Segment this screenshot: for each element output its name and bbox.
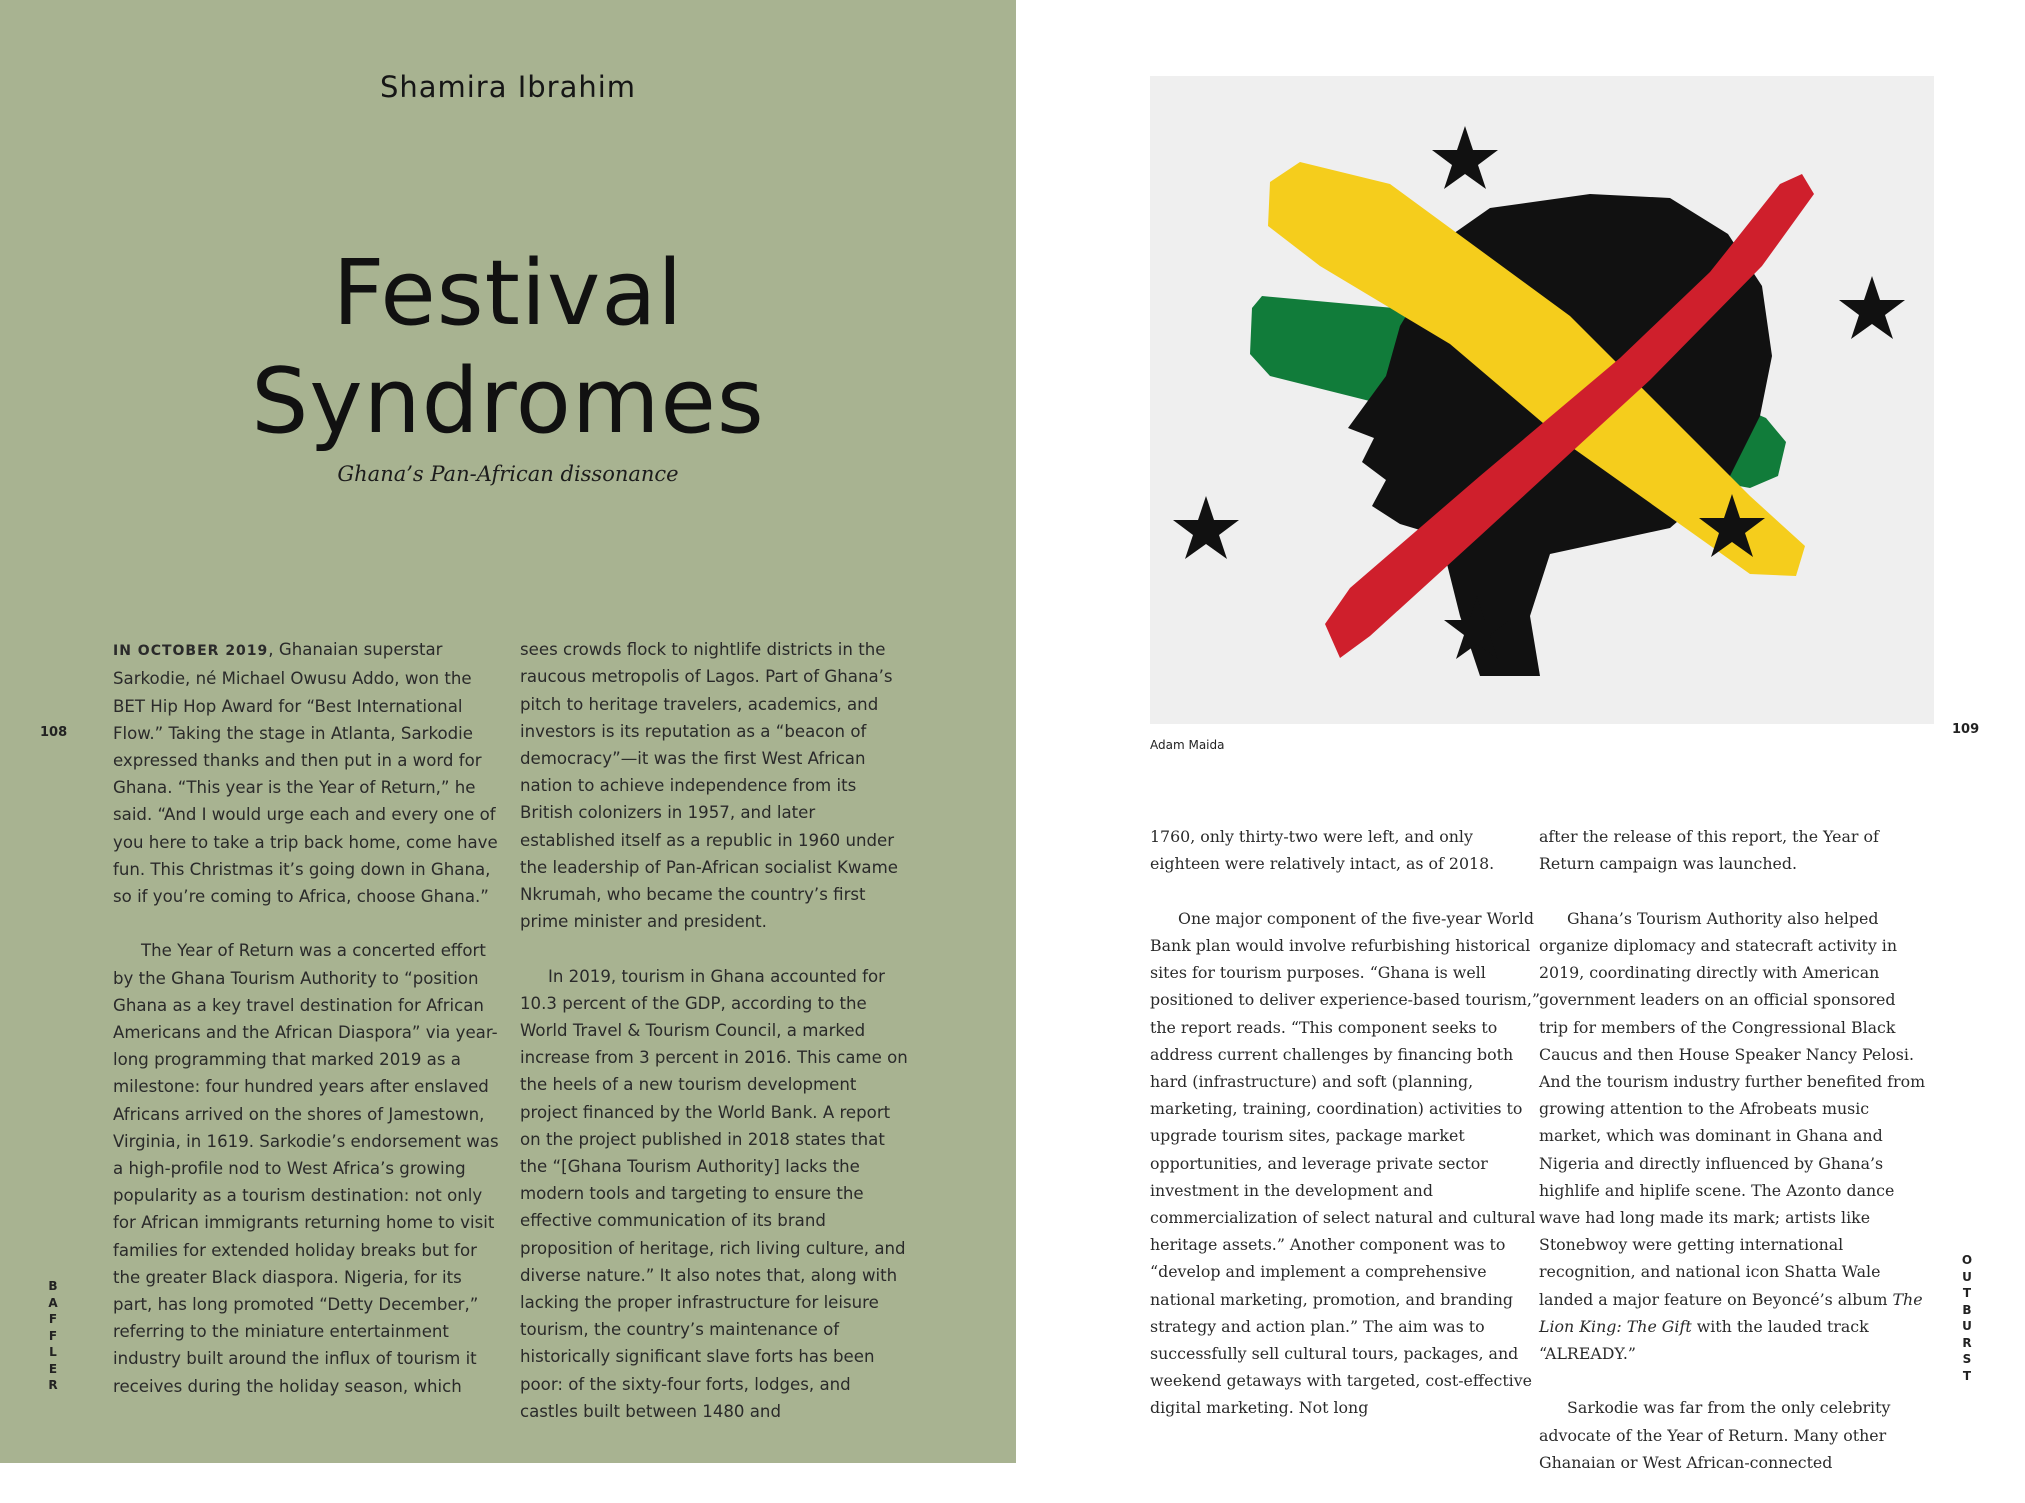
- page-number-right: 109: [1952, 722, 1980, 737]
- left-page: [0, 0, 1016, 1463]
- body-column-2: [520, 609, 910, 1452]
- paragraph: [1539, 905, 1929, 1367]
- paragraph: Sarkodie was far from the only celebrity advocate of the Year of Return. Many other Ghanaian or West African-connected: [1539, 1398, 1891, 1472]
- body-column-1: [113, 609, 503, 1427]
- paragraph: One major component of the five-year World Bank plan would involve refurbishing historical sites for tourism purposes. “Ghana is well positioned to deliver experience-based tourism,” the report reads. “This component seeks to address current challenges by financing both hard (infrastructure) and soft (planning, marketing, training, coordination) activities to upgrade tourism sites, package market opportunities, and leverage private sector investment in the development and commercialization of select natural and cultural heritage assets.” Another component was to “develop and implement a comprehensive national marketing, promotion, and branding strategy and action plan.” The aim was to successfully sell cultural tours, packages, and weekend getaways with targeted, cost-effective digital marketing. Not long: [1150, 908, 1540, 1418]
- illustration: [1150, 76, 1934, 724]
- paragraph-text: Ghana’s Tourism Authority also helped organize diplomacy and statecraft activity in 2019, coordinating directly with American government leaders on an official sponsored trip for members of the Congressional Black Caucus and then House Speaker Nancy Pelosi. And the tourism industry further benefited from growing attention to the Afrobeats music market, which was dominant in Ghana and Nigeria and directly influenced by Ghana’s highlife and hiplife scene. The Azonto dance wave had long made its mark; artists like Stonebwoy were getting international recognition, and national icon Shatta Wale landed a major feature on Beyoncé’s album: [1539, 908, 1926, 1309]
- page-number-left: 108: [40, 725, 68, 740]
- paragraph-text: , Ghanaian superstar Sarkodie, né Michael Owusu Addo, won the BET Hip Hop Award for “Best International Flow.” Taking the stage in Atlanta, Sarkodie expressed thanks and then put in a word for Ghana. “This year is the Year of Return,” he said. “And I would urge each and every one of you here to take a trip back home, come have fun. This Christmas it’s going down in Ghana, so if you’re coming to Africa, choose Ghana.”: [113, 640, 498, 907]
- spine-label-right: OUTBURST: [1961, 1253, 1973, 1383]
- spine-label-left: BAFFLER: [48, 1279, 58, 1392]
- paragraph-text: with the lauded track “ALREADY.”: [1539, 1316, 1869, 1364]
- paragraph: 1760, only thirty-two were left, and only eighteen were relatively intact, as of 2018.: [1150, 827, 1495, 874]
- title-line-1: Festival: [332, 241, 684, 346]
- lead-in-caps: IN OCTOBER 2019: [113, 643, 269, 660]
- body-column-3: [1150, 796, 1540, 1449]
- image-credit: Adam Maida: [1150, 738, 1225, 752]
- paragraph: sees crowds flock to nightlife districts in the raucous metropolis of Lagos. Part of Ghana’s pitch to heritage travelers, academics, and investors is its reputation as a “beacon of democracy”—it was the first West African nation to achieve independence from its British colonizers in 1957, and later established itself as a republic in 1960 under the leadership of Pan-African socialist Kwame Nkrumah, who became the country’s first prime minister and president.: [520, 640, 898, 932]
- article-title: [0, 240, 1016, 456]
- album-title: The Lion King: The Gift: [1539, 1289, 1923, 1336]
- title-line-2: Syndromes: [251, 349, 765, 454]
- paragraph: [113, 636, 503, 910]
- author-name: Shamira Ibrahim: [379, 70, 637, 104]
- paragraph: In 2019, tourism in Ghana accounted for 10.3 percent of the GDP, according to the World Travel & Tourism Council, a marked increase from 3 percent in 2016. This came on the heels of a new tourism development project financed by the World Bank. A report on the project published in 2018 states that the “[Ghana Tourism Authority] lacks the modern tools and targeting to ensure the effective communication of its brand proposition of heritage, rich living culture, and diverse nature.” It also notes that, along with lacking the proper infrastructure for leisure tourism, the country’s maintenance of historically significant slave forts has been poor: of the sixty-four forts, lodges, and castles built between 1480 and: [520, 966, 908, 1421]
- article-dek: Ghana’s Pan-African dissonance: [337, 462, 679, 486]
- body-column-4: [1539, 796, 1929, 1503]
- paragraph: The Year of Return was a concerted effort by the Ghana Tourism Authority to “position Ghana as a key travel destination for African Americans and the African Diaspora” via year-long programming that marked 2019 as a milestone: four hundred years after enslaved Africans arrived on the shores of Jamestown, Virginia, in 1619. Sarkodie’s endorsement was a high-profile nod to West Africa’s growing popularity as a tourism destination: not only for African immigrants returning home to visit families for extended holiday breaks but for the greater Black diaspora. Nigeria, for its part, has long promoted “Detty December,” referring to the miniature entertainment industry built around the influx of tourism it receives during the holiday season, which: [113, 941, 499, 1396]
- paragraph: after the release of this report, the Year of Return campaign was launched.: [1539, 827, 1879, 874]
